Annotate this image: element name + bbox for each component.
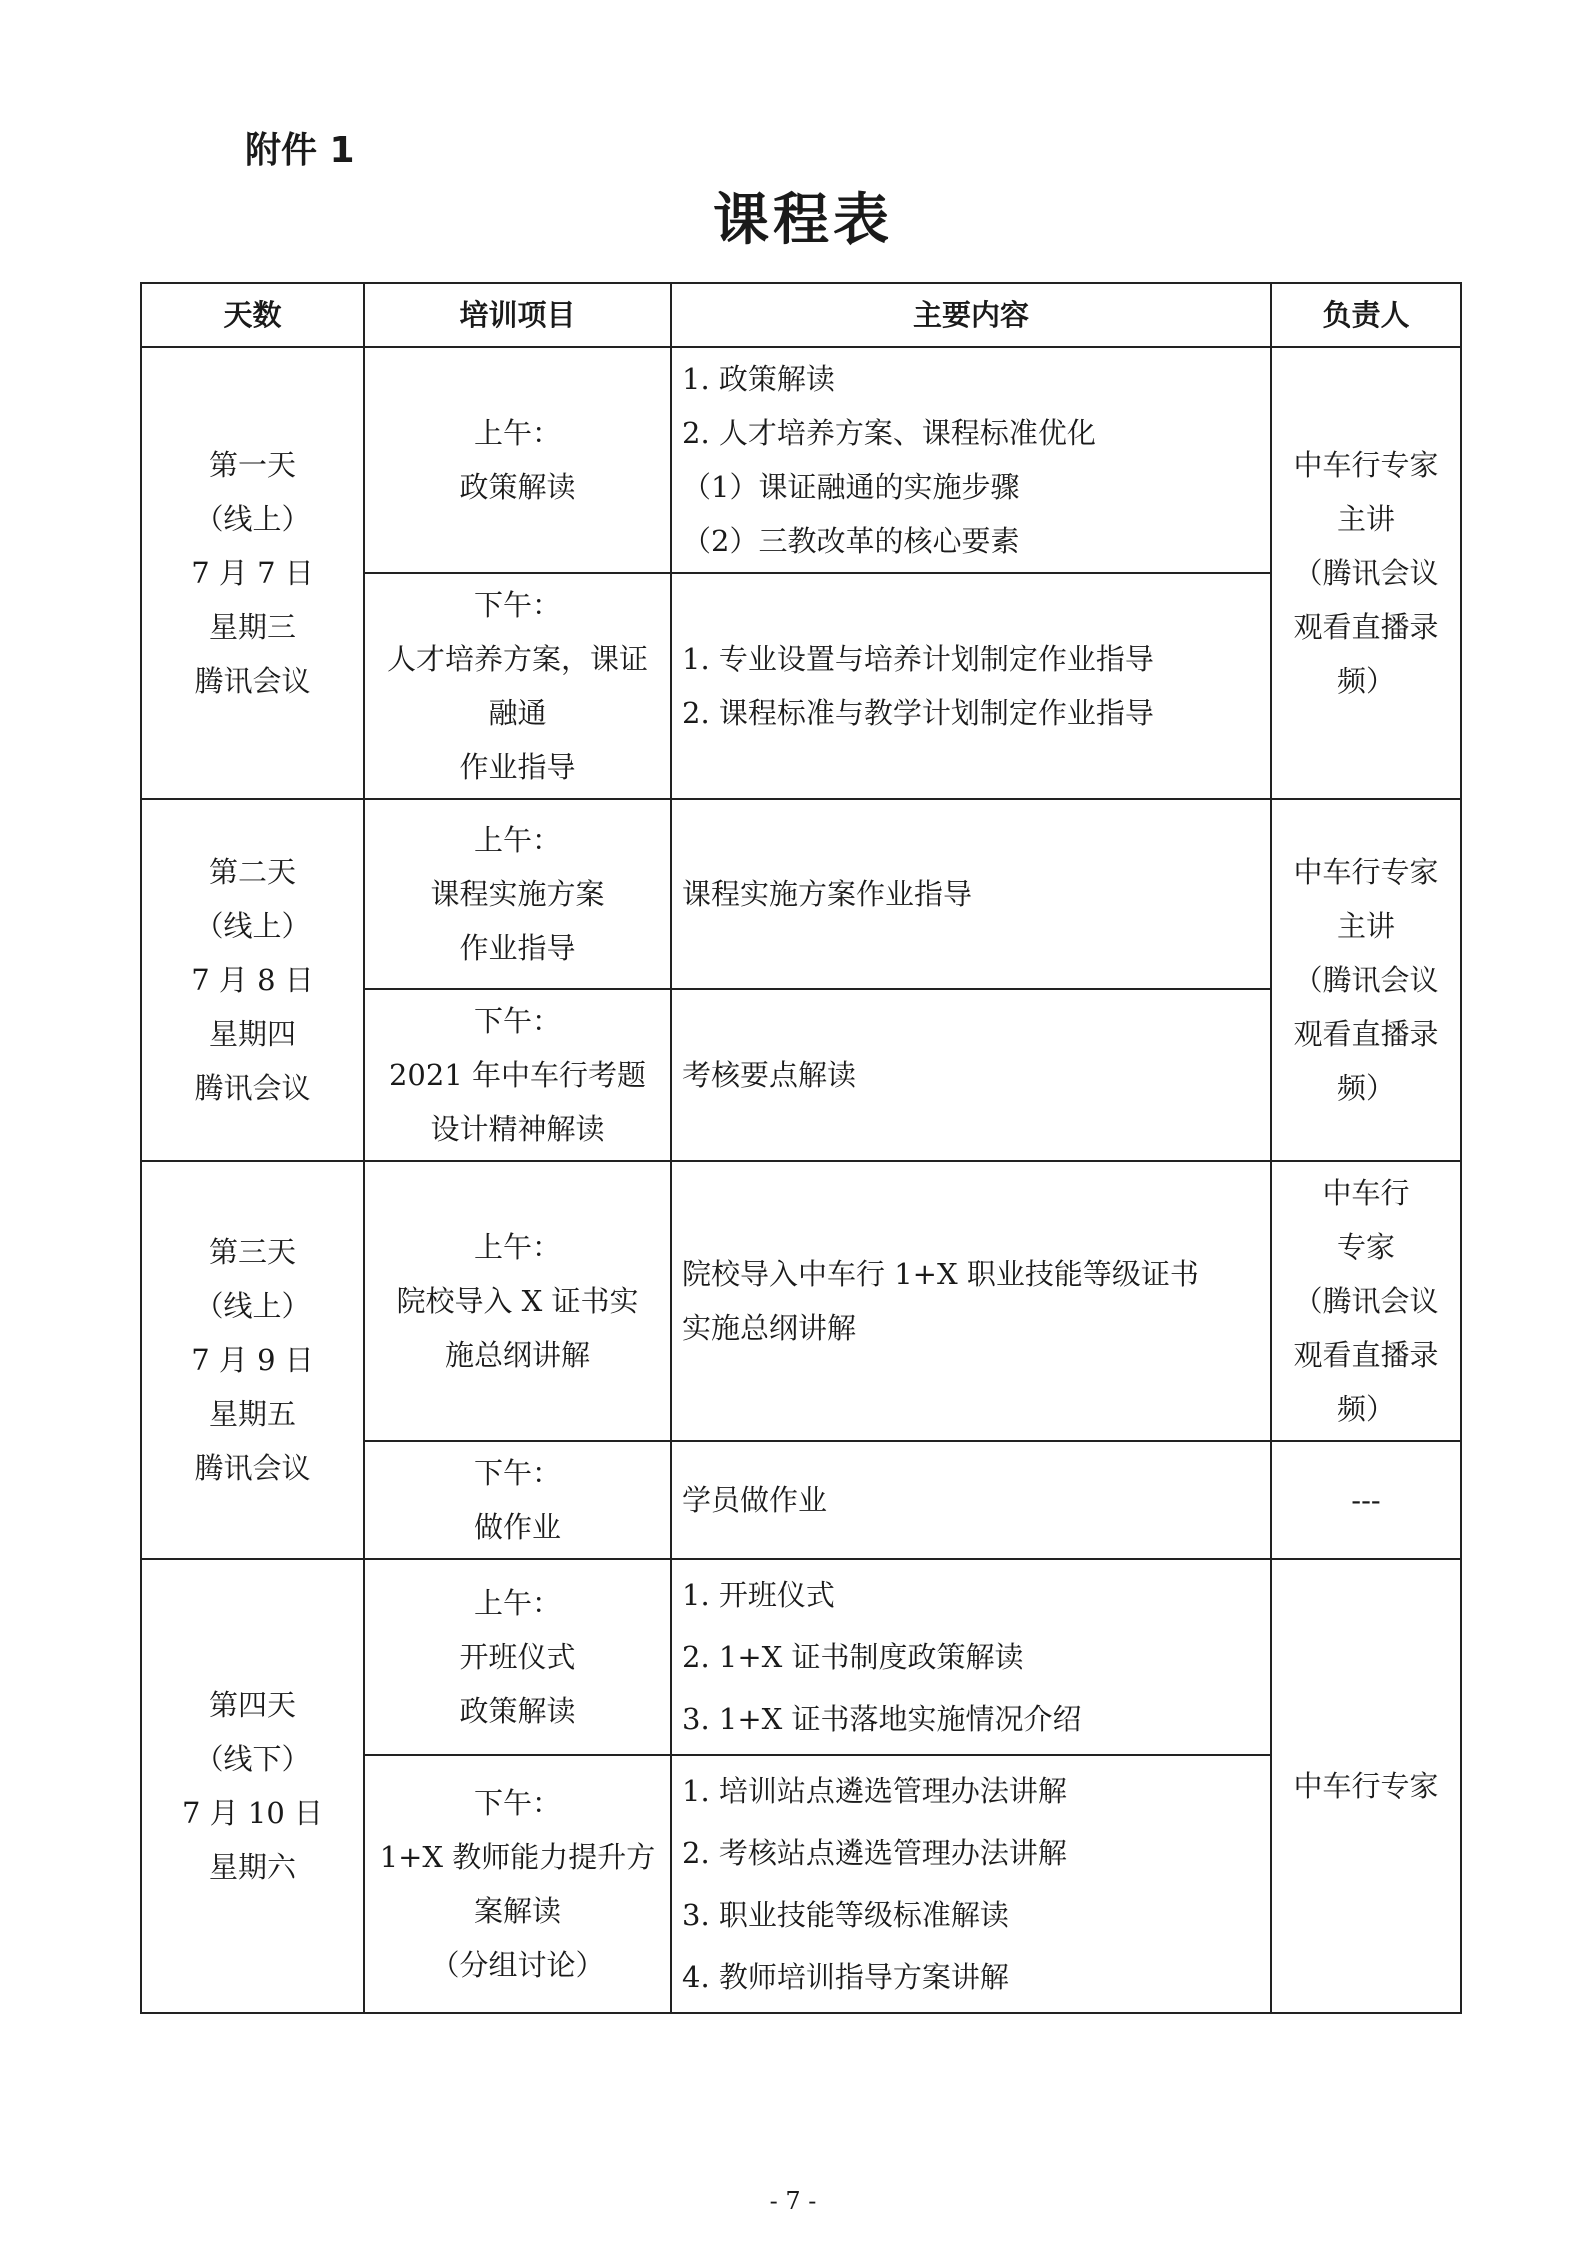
day-cell: 第二天 （线上） 7 月 8 日 星期四 腾讯会议 [141, 799, 364, 1161]
lead-cell: 中车行专家 [1271, 1559, 1461, 2013]
table-row [141, 347, 1461, 573]
day-cell: 第四天 （线下） 7 月 10 日 星期六 [141, 1559, 364, 2013]
project-cell: 上午： 政策解读 [364, 347, 671, 573]
lead-cell: 中车行专家 主讲 （腾讯会议 观看直播录 频） [1271, 799, 1461, 1161]
lead-cell: 中车行 专家 （腾讯会议 观看直播录 频） [1271, 1161, 1461, 1441]
schedule-table [140, 282, 1462, 2014]
table-row [141, 1559, 1461, 1755]
project-cell: 上午： 课程实施方案 作业指导 [364, 799, 671, 989]
content-cell: 考核要点解读 [671, 989, 1271, 1161]
content-cell: 1. 开班仪式 2. 1+X 证书制度政策解读 3. 1+X 证书落地实施情况介绍 [671, 1559, 1271, 1755]
content-cell: 1. 专业设置与培养计划制定作业指导 2. 课程标准与教学计划制定作业指导 [671, 573, 1271, 799]
table-header-row [141, 283, 1461, 347]
content-cell: 1. 培训站点遴选管理办法讲解 2. 考核站点遴选管理办法讲解 3. 职业技能等级标准解读 4. 教师培训指导方案讲解 [671, 1755, 1271, 2013]
lead-cell: 中车行专家 主讲 （腾讯会议 观看直播录 频） [1271, 347, 1461, 799]
project-cell: 下午： 2021 年中车行考题 设计精神解读 [364, 989, 671, 1161]
table-row [141, 799, 1461, 989]
table-row [141, 1161, 1461, 1441]
page-number: - 7 - [769, 2187, 817, 2215]
header-project: 培训项目 [364, 283, 671, 347]
project-cell: 上午： 开班仪式 政策解读 [364, 1559, 671, 1755]
project-cell: 上午： 院校导入 X 证书实 施总纲讲解 [364, 1161, 671, 1441]
header-content: 主要内容 [671, 283, 1271, 347]
content-cell: 课程实施方案作业指导 [671, 799, 1271, 989]
lead-cell: --- [1271, 1441, 1461, 1559]
content-cell: 院校导入中车行 1+X 职业技能等级证书 实施总纲讲解 [671, 1161, 1271, 1441]
attachment-label: 附件 1 [245, 130, 355, 171]
page-title: 课程表 [713, 188, 893, 253]
content-cell: 1. 政策解读 2. 人才培养方案、课程标准优化 （1）课证融通的实施步骤 （2）三教改革的核心要素 [671, 347, 1271, 573]
content-cell: 学员做作业 [671, 1441, 1271, 1559]
day-cell: 第三天 （线上） 7 月 9 日 星期五 腾讯会议 [141, 1161, 364, 1559]
header-day: 天数 [141, 283, 364, 347]
project-cell: 下午： 做作业 [364, 1441, 671, 1559]
day-cell: 第一天 （线上） 7 月 7 日 星期三 腾讯会议 [141, 347, 364, 799]
project-cell: 下午： 人才培养方案，课证 融通 作业指导 [364, 573, 671, 799]
project-cell: 下午： 1+X 教师能力提升方 案解读 （分组讨论） [364, 1755, 671, 2013]
header-lead: 负责人 [1271, 283, 1461, 347]
